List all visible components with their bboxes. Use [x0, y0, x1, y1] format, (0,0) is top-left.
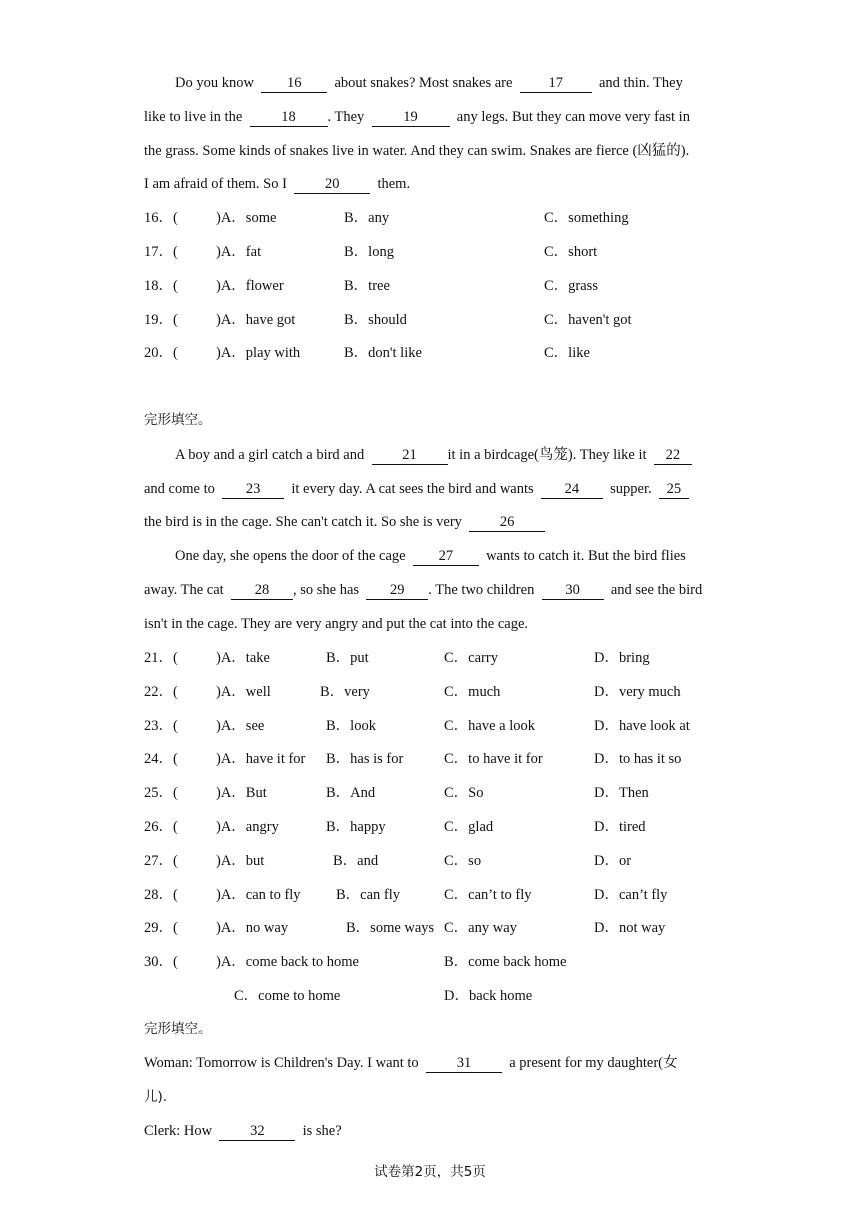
option-c[interactable]: C．grass: [544, 278, 598, 294]
option-b[interactable]: B．long: [344, 244, 394, 260]
blank-30[interactable]: 30: [542, 582, 604, 600]
blank-17[interactable]: 17: [520, 75, 592, 93]
blank-31[interactable]: 31: [426, 1055, 502, 1073]
passage1-line4: [144, 174, 719, 194]
passage1-line2: [144, 107, 719, 127]
question-num: 21．(: [144, 650, 178, 666]
option-a[interactable]: )A．some: [216, 210, 277, 226]
text: it every day. A cat sees the bird and wants: [291, 481, 534, 497]
question-num: 23．(: [144, 717, 178, 734]
text: them.: [377, 176, 411, 192]
option-b[interactable]: B．happy: [326, 819, 386, 835]
section-title: 完形填空。: [144, 412, 212, 428]
option-d[interactable]: D．bring: [594, 650, 650, 666]
text: isn't in the cage. They are very angry and put the cat into the cage.: [144, 616, 529, 632]
option-c[interactable]: C．any way: [444, 920, 517, 937]
dialog-line2: 儿).: [144, 1089, 168, 1105]
text: like to live in the: [144, 109, 243, 125]
blank-21[interactable]: 21: [372, 447, 448, 465]
option-b[interactable]: B．and: [333, 852, 379, 869]
text: I am afraid of them. So I: [144, 176, 287, 192]
option-a[interactable]: )A．take: [216, 650, 270, 666]
dialog-line3: [144, 1121, 719, 1141]
option-d[interactable]: D．have look at: [594, 717, 690, 734]
text: it in a birdcage(鸟笼). They like it: [447, 447, 647, 463]
question-num: 16．(: [144, 210, 178, 226]
option-d[interactable]: D．can’t fly: [594, 886, 668, 903]
option-d[interactable]: D．very much: [594, 683, 681, 700]
option-c[interactable]: C．carry: [444, 650, 498, 666]
option-d[interactable]: D．back home: [444, 988, 533, 1004]
section-title: 完形填空。: [144, 1021, 212, 1037]
blank-22[interactable]: 22: [654, 447, 692, 465]
passage2-line6: [144, 614, 719, 634]
option-b[interactable]: B．some ways: [346, 920, 435, 937]
option-c[interactable]: C．So: [444, 785, 484, 802]
option-b[interactable]: B．any: [344, 210, 390, 226]
option-b[interactable]: B．tree: [344, 278, 390, 294]
text: and see the bird: [610, 582, 703, 598]
option-a[interactable]: )A．play with: [216, 345, 301, 361]
passage1-line1: [175, 73, 719, 93]
text: the grass. Some kinds of snakes live in water. And they can swim. Snakes are fierce (凶猛的).: [144, 143, 690, 159]
option-a[interactable]: )A．but: [216, 852, 265, 869]
option-a[interactable]: )A．come back to home: [216, 954, 359, 970]
blank-32[interactable]: 32: [219, 1123, 295, 1141]
option-d[interactable]: D．or: [594, 852, 632, 869]
blank-26[interactable]: 26: [469, 514, 545, 532]
text: away. The cat: [144, 582, 224, 598]
question-num: 20．(: [144, 345, 178, 361]
text: supper.: [610, 481, 652, 497]
option-c[interactable]: C．something: [544, 210, 629, 226]
option-d[interactable]: D．tired: [594, 819, 646, 835]
dialog-line1: [144, 1053, 719, 1073]
option-a[interactable]: )A．have got: [216, 312, 296, 328]
text: . They: [327, 109, 365, 125]
text: Clerk: How: [144, 1123, 213, 1139]
question-num: 18．(: [144, 278, 178, 294]
passage2-line4: [175, 546, 719, 566]
option-b[interactable]: B．should: [344, 312, 407, 328]
option-c[interactable]: C．short: [544, 244, 598, 260]
blank-28[interactable]: 28: [231, 582, 293, 600]
passage1-line3: [144, 141, 719, 161]
question-num: 28．(: [144, 886, 178, 903]
text: and come to: [144, 481, 215, 497]
question-num: 17．(: [144, 244, 178, 260]
option-c[interactable]: C．to have it for: [444, 751, 543, 768]
text: wants to catch it. But the bird flies: [486, 548, 686, 564]
text: is she?: [302, 1123, 342, 1139]
text: any legs. But they can move very fast in: [456, 109, 690, 125]
text: a present for my daughter(女: [509, 1055, 678, 1071]
question-num: 29．(: [144, 920, 178, 937]
text: , so she has: [292, 582, 360, 598]
option-c[interactable]: C．so: [444, 852, 482, 869]
option-b[interactable]: B．look: [326, 717, 376, 734]
option-d[interactable]: D．Then: [594, 785, 649, 802]
option-c[interactable]: C．come to home: [234, 988, 341, 1004]
text: Do you know: [175, 75, 254, 91]
option-b[interactable]: B．put: [326, 650, 369, 666]
text: about snakes? Most snakes are: [334, 75, 513, 91]
blank-29[interactable]: 29: [366, 582, 428, 600]
option-c[interactable]: C．haven't got: [544, 312, 632, 328]
option-c[interactable]: C．can’t to fly: [444, 886, 532, 903]
page-footer: 试卷第2页，共5页: [374, 1164, 486, 1180]
text: One day, she opens the door of the cage: [175, 548, 406, 564]
passage2-line3: [144, 512, 719, 532]
option-d[interactable]: D．to has it so: [594, 751, 682, 768]
option-b[interactable]: B．very: [320, 683, 370, 700]
option-a[interactable]: )A．have it for: [216, 751, 306, 768]
option-c[interactable]: C．much: [444, 683, 501, 700]
option-a[interactable]: )A．But: [216, 785, 267, 802]
blank-20[interactable]: 20: [294, 176, 370, 194]
blank-19[interactable]: 19: [372, 109, 450, 127]
option-c[interactable]: C．like: [544, 345, 590, 361]
option-a[interactable]: )A．see: [216, 717, 265, 734]
question-num: 27．(: [144, 852, 178, 869]
text: A boy and a girl catch a bird and: [175, 447, 365, 463]
question-num: 22．(: [144, 683, 178, 700]
option-c[interactable]: C．glad: [444, 819, 494, 835]
question-num: 26．(: [144, 819, 178, 835]
text: and thin. They: [598, 75, 683, 91]
option-b[interactable]: B．don't like: [344, 345, 422, 361]
option-a[interactable]: )A．well: [216, 683, 271, 700]
question-num: 24．(: [144, 751, 178, 768]
blank-27[interactable]: 27: [413, 548, 479, 566]
question-num: 19．(: [144, 312, 178, 328]
passage2-line1: [175, 445, 719, 465]
text: the bird is in the cage. She can't catch it. So she is very: [144, 514, 462, 530]
option-b[interactable]: B．come back home: [444, 954, 567, 970]
blank-25[interactable]: 25: [659, 481, 689, 499]
blank-24[interactable]: 24: [541, 481, 603, 499]
option-d[interactable]: D．not way: [594, 920, 666, 937]
text: . The two children: [428, 582, 535, 598]
option-a[interactable]: )A．no way: [216, 920, 289, 937]
passage2-line5: [144, 580, 719, 600]
blank-18[interactable]: 18: [250, 109, 328, 127]
passage2-line2: [144, 479, 719, 499]
blank-16[interactable]: 16: [261, 75, 327, 93]
question-num: 30．(: [144, 954, 178, 970]
blank-23[interactable]: 23: [222, 481, 284, 499]
option-a[interactable]: )A．angry: [216, 819, 279, 835]
option-b[interactable]: B．has is for: [326, 751, 404, 768]
option-b[interactable]: B．And: [326, 785, 376, 802]
option-a[interactable]: )A．can to fly: [216, 886, 301, 903]
text: Woman: Tomorrow is Children's Day. I want to: [144, 1055, 419, 1071]
option-a[interactable]: )A．fat: [216, 244, 262, 260]
option-c[interactable]: C．have a look: [444, 717, 536, 734]
option-b[interactable]: B．can fly: [336, 886, 401, 903]
option-a[interactable]: )A．flower: [216, 278, 284, 294]
question-num: 25．(: [144, 785, 178, 802]
